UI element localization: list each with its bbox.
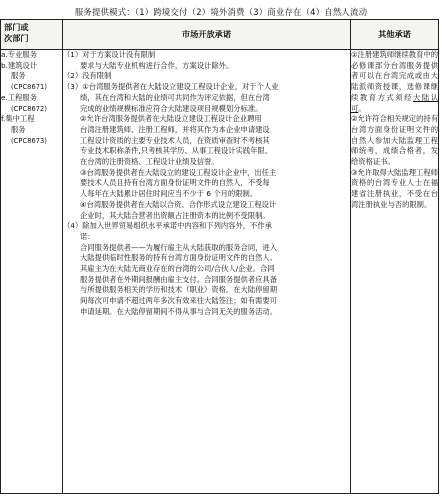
sector-code-8671: (CPC8671) [11, 83, 48, 92]
market-line: （3）①台湾服务提供者在大陆设立建设工程设计企业，对于个人业 [63, 82, 279, 92]
market-line: 人每年在大陆累计居住时间应当不少于 6 个月的限制。 [80, 189, 258, 199]
header-sector-line1: 部门或 [4, 22, 29, 32]
market-line: 绩，其在台湾和大陆的业绩可共同作为评定依据，但在台湾 [80, 92, 270, 102]
other-commitment-2: ②允许符合相关规定的持有台湾方面身份证明文件的自然人参加大陆监理工程师统考，成绩合格者，发给资格证书。 [351, 114, 438, 167]
market-line: 要求与大陆专业机构进行合作，方案设计除外。 [80, 60, 234, 70]
market-line: ③台湾服务提供者在大陆设立的建设工程设计企业中，出任主 [80, 167, 277, 177]
market-line: 完成的业绩规模标准应符合大陆建设项目规模划分标准。 [80, 103, 263, 113]
market-line: （2）没有限制 [63, 71, 112, 81]
sector-item-professional: a.专业服务 [1, 50, 37, 59]
other-commitment-1 [351, 50, 438, 114]
market-line: 专业技术职称条件,只考核其学历、从事工程设计实践年限、 [80, 146, 273, 156]
market-line: 申请延期。在大陆停留期间不得从事与合同无关的服务活动。 [80, 306, 278, 316]
sector-code-8673: (CPC8673) [11, 136, 48, 145]
sector-item-architecture-cont: 服务 [11, 71, 26, 81]
header-sector-line2: 次部门 [4, 33, 29, 43]
market-line: 要技术人员且持有台湾方面身份证明文件的自然人，不受每 [80, 178, 270, 188]
sector-cell [1, 50, 63, 494]
market-line: 工程设计资质的主要专业技术人员，在资质审查时不考核其 [80, 135, 270, 145]
other-commitment-1-end: 。 [358, 103, 366, 113]
table-header-row [1, 20, 439, 50]
market-line: ④台湾服务提供者在大陆以合资、合作形式设立建设工程设计 [80, 199, 277, 209]
market-commitment-cell [63, 50, 351, 494]
sector-item-architecture: b.建筑设计 [1, 60, 38, 70]
sector-item-integrated-engineering-cont: 服务 [11, 124, 26, 134]
other-commitment-cell [351, 50, 439, 494]
sector-item-engineering: e.工程服务 [1, 92, 37, 102]
market-line: 合同服务提供者——为履行雇主从大陆获取的服务合同，进入 [80, 242, 278, 252]
market-line: 服务提供者在外期间报酬由雇主支付。合同服务提供者应具备 [80, 274, 278, 284]
market-line: 台湾注册建筑师、注册工程师，并将其作为本企业申请建设 [80, 124, 270, 134]
header-other-commitment: 其他承诺 [351, 20, 439, 50]
other-commitment-1-underlined: 大陆认可 [351, 92, 439, 113]
header-sector [1, 20, 63, 50]
market-line: 在台湾的注册资格、工程设计业绩及信誉。 [80, 157, 219, 167]
market-line: （4）除加入世界贸易组织水平承诺中内容和下列内容外，不作承 [63, 221, 272, 231]
service-mode-caption: 服务提供模式：（1）跨境交付（2）境外消费（3）商业存在（4）自然人流动 [74, 7, 368, 17]
market-line: 诺： [80, 231, 95, 241]
header-market-commitment: 市场开放承诺 [63, 20, 351, 50]
other-commitment-1-text: ①注册建筑师继续教育中的必修课部分台湾服务提供者可以在台湾完成或由大陆派师资授课，选修课继续教育方式须经 [351, 50, 438, 102]
market-line: ②允许台湾服务提供者在大陆设立建设工程设计企业聘用 [80, 114, 262, 124]
other-commitment-3: ③允许取得大陆监理工程师资格的台湾专业人士在福建省注册执业，不受在台湾注册执业与否的限制。 [351, 167, 438, 209]
market-line: 大陆提供临时性服务的持有台湾方面身份证明文件的自然人。 [80, 253, 278, 263]
sector-code-8672: (CPC8672) [11, 104, 48, 113]
sector-item-integrated-engineering: f.集中工程 [1, 114, 35, 124]
market-line: （1）对于方案设计没有限制 [63, 50, 156, 59]
market-line: 其雇主为在大陆无商业存在的台湾的公司/合伙人/企业。合同 [80, 264, 275, 274]
market-line: 间每次可申请不超过两年多次有效来往大陆签注；如有需要可 [80, 296, 278, 306]
commitment-table [0, 19, 439, 494]
market-line: 企业时，其大陆合营者出资额占注册资本的比例不受限制。 [80, 210, 270, 220]
market-line: 与所提供服务相关的学历和技术（职业）资格。在大陆停留期 [80, 285, 278, 295]
table-row [1, 50, 439, 494]
